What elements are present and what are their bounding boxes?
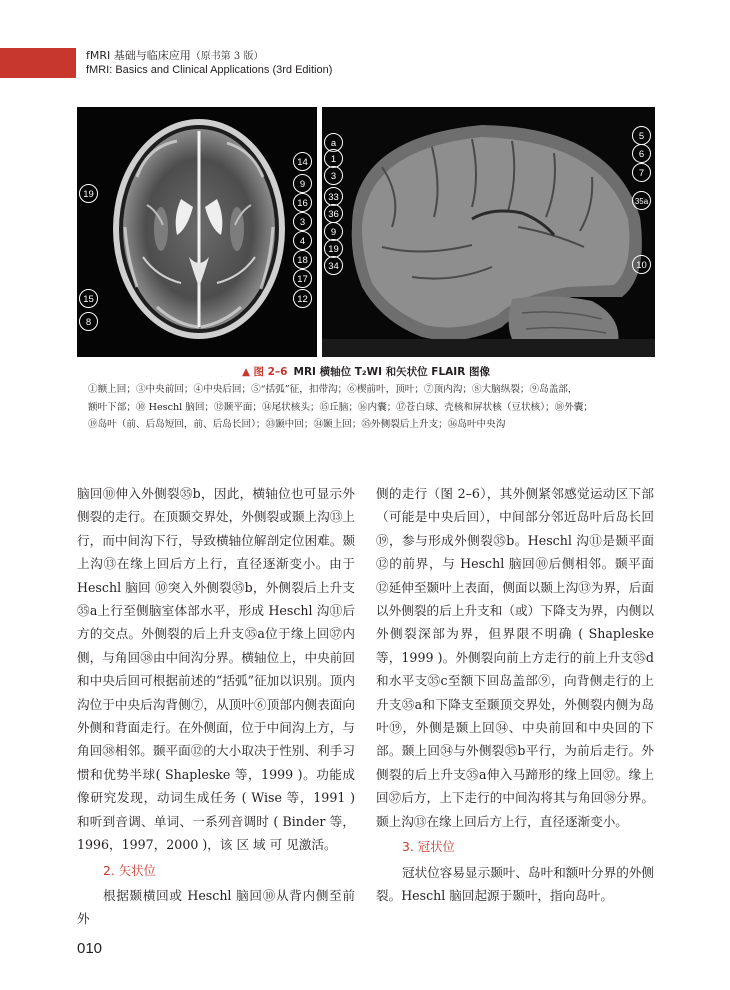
figure-caption [77,364,655,379]
sag-label-36: 36 [324,204,343,223]
legend-line: 额叶下部；⑩ Heschl 脑回；⑫颞平面；⑭尾状核头；⑮丘脑；⑯内囊；⑰苍白球、壳核和屏状核（豆状核）；⑱外囊； [88,401,593,413]
body-paragraph: 根据颞横回或 Heschl 脑回⑩从背内侧至前外 [77,887,355,927]
axial-label-15: 15 [79,289,98,308]
caption-marker: ▲ [242,366,251,378]
sag-label-19: 19 [324,239,343,258]
section-heading-coronal: 3. 冠状位 [402,839,455,855]
sag-label-1: 1 [324,149,343,168]
page-number: 010 [77,940,103,957]
axial-label-4: 4 [293,231,312,250]
sag-label-34: 34 [324,256,343,275]
right-column [376,482,654,907]
sag-label-6: 6 [632,144,651,163]
axial-label-12: 12 [293,289,312,308]
figure-number: 图 2–6 [253,366,288,378]
body-paragraph: 冠状位容易显示颞叶、岛叶和额叶分界的外侧裂。Heschl 脑回起源于颞叶，指向岛叶。 [376,864,654,903]
axial-label-14: 14 [293,152,312,171]
figure-legend [88,381,658,434]
section-heading-sagittal: 2. 矢状位 [103,862,156,878]
mri-figure [77,107,655,357]
sag-label-7: 7 [632,163,651,182]
axial-label-16: 16 [293,193,312,212]
sag-label-3: 3 [324,166,343,185]
axial-label-17: 17 [293,269,312,288]
body-paragraph: 侧的走行（图 2–6），其外侧紧邻感觉运动区下部（可能是中央后回），中间部分邻近岛叶后岛长回⑲，参与形成外侧裂㉟b。Heschl 沟⑪是颞平面⑫的前界，与 Heschl 脑回⑩后侧相邻。颞平面⑫延伸至颞叶上表面，侧面以颞上沟⑬为界，后面以外侧裂的后上升支和（或）下降支为界，内侧以外侧裂深部为界，但界限不明确 ( Shapleske 等，1999 )。外侧裂向前上方走行的前上升支㉟d和水平支㉟c至额下回岛盖部⑨，向背侧走行的上升支㉟a和下降支至颞顶交界处，外侧裂内侧为岛叶⑲，外侧是颞上回㉞、中央前回和中央回的下部。颞上回㉞与外侧裂㉟b平行，为前后走行。外侧裂的后上升支㉟a伸入马蹄形的缘上回㊲。缘上回㊲后方，上下走行的中间沟将其与角回㊳分界。颞上沟⑬在缘上回后方上行，直径逐渐变小。 [376,486,654,829]
left-column [77,482,355,931]
axial-label-3: 3 [293,212,312,231]
sagittal-brain-image [322,107,655,357]
legend-line: ①额上回；③中央前回；④中央后回；⑤“括弧”征，扣带沟；⑥楔前叶，顶叶；⑦顶内沟；⑧大脑纵裂；⑨岛盖部， [88,384,578,395]
edition-cn: （原书第 3 版） [190,51,264,62]
body-paragraph: 脑回⑩伸入外侧裂㉟b，因此，横轴位也可显示外侧裂的走行。在顶颞交界处，外侧裂或颞上沟⑬上行，而中间沟下行，导致横轴位解剖定位困难。颞上沟⑬在缘上回后方上行，直径逐渐变小。由于 Heschl 脑回 ⑩突入外侧裂㉟b，外侧裂后上升支㉟a上行至侧脑室体部水平，形成 Heschl 沟⑪后方的交点。外侧裂的后上升支㉟a位于缘上回㊲内侧，与角回㊳由中间沟分界。横轴位上，中央前回和中央后回可根据前述的“括弧”征加以识别。顶内沟位于中央后沟背侧⑦，从顶叶⑥顶部内侧表面向外侧和背面走行。在外侧面，位于中间沟上方，与角回㊳相邻。颞平面⑫的大小取决于性别、利手习惯和优势半球( Shapleske 等，1999 )。功能成像研究发现，动词生成任务 ( Wise 等，1991 ) 和听到音调、单词、一系列音调时 ( Binder 等，1996，1997，2000 )，该 区 域 可 见激活。 [77,486,355,853]
header-accent-bar [0,48,76,78]
sag-label-5: 5 [632,126,651,145]
sag-label-10: 10 [632,255,651,274]
book-title-cn: fMRI 基础与临床应用 [86,49,191,62]
axial-label-19: 19 [79,184,98,203]
sag-label-a: a [324,133,343,152]
axial-brain-image [77,107,317,357]
legend-line: ⑲岛叶（前、后岛短回，前、后岛长回）；㉝颞中回；㉞颞上回；㉟外侧裂后上升支；㊱岛叶中央沟 [88,419,506,430]
axial-label-8: 8 [79,312,98,331]
figure-title: MRI 横轴位 T₂WI 和矢状位 FLAIR 图像 [293,366,490,378]
sag-label-35a: 35a [632,191,651,210]
axial-t2-panel [77,107,317,357]
axial-label-18: 18 [293,250,312,269]
sagittal-flair-panel [322,107,655,357]
sag-label-33: 33 [324,187,343,206]
running-header-cn [86,47,263,63]
sag-label-9: 9 [324,222,343,241]
axial-label-9: 9 [293,174,312,193]
running-header-en: fMRI: Basics and Clinical Applications (3rd Edition) [86,64,333,76]
